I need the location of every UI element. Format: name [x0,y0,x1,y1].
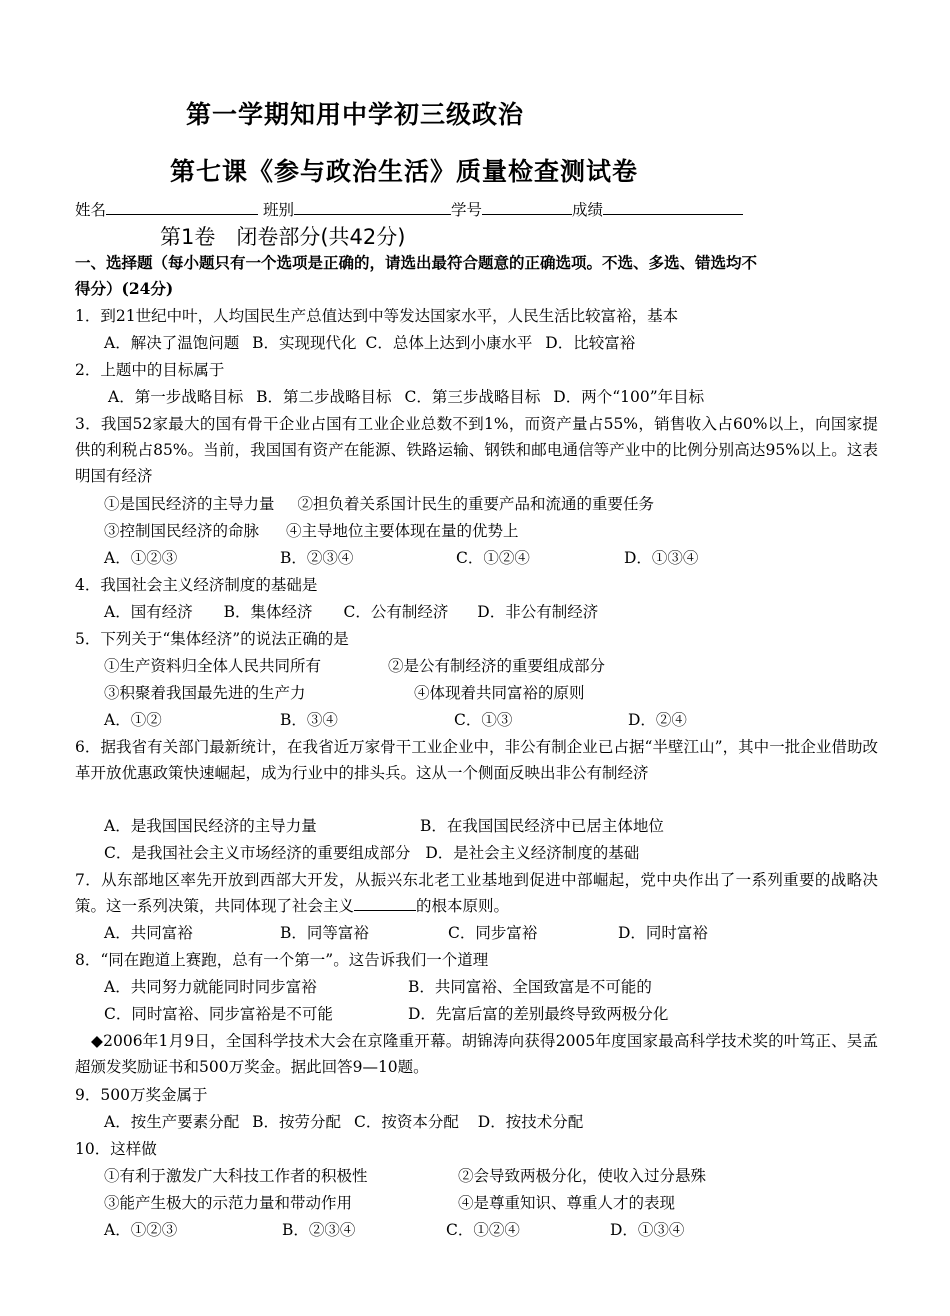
q10-stem: 10．这样做 [75,1140,157,1158]
q10-option-b: B．②③④ [282,1221,356,1239]
q8-option-a: A．共同努力就能同时同步富裕 [104,978,317,996]
q9-10-material: ◆2006年1月9日，全国科学技术大会在京隆重开幕。胡锦涛向获得2005年度国家最高科学技术奖的叶笃正、吴孟超颁发奖励证书和500万奖金。据此回答9—10题。 [75,1032,878,1076]
q6-option-d: D．是社会主义经济制度的基础 [425,844,640,862]
q5-item-2: ②是公有制经济的重要组成部分 [388,657,606,675]
q5-item-1: ①生产资料归全体人民共同所有 [104,657,322,675]
q9-option-b: B．按劳分配 [252,1113,342,1131]
q3-item-3: ③控制国民经济的命脉 [104,522,260,540]
q8-options-line2 [104,1001,880,1027]
q9-option-d: D．按技术分配 [477,1113,584,1131]
q7-answer-blank [354,894,416,911]
q3-stem: 3．我国52家最大的国有骨干企业占国有工业企业总数不到1%，而资产量占55%，销售收入占60%以上，向国家提供的利税占85%。当前，我国国有资产在能源、铁路运输、钢铁和邮电通信等产业中的比例分别高达95%以上。这表明国有经济 [75,415,878,485]
score-label: 成绩 [571,201,603,219]
q3-item-2: ②担负着关系国计民生的重要产品和流通的重要任务 [297,495,654,513]
q3-items-line1 [104,491,880,517]
q10-options [104,1217,880,1243]
q9-stem: 9．500万奖金属于 [75,1086,208,1104]
q6-option-b: B．在我国国民经济中已居主体地位 [420,817,664,835]
q10-item-3: ③能产生极大的示范力量和带动作用 [104,1194,353,1212]
q5-item-4: ④体现着共同富裕的原则 [414,684,585,702]
class-blank [294,198,451,215]
q3-option-b: B．②③④ [280,549,354,567]
q8-option-d: D．先富后富的差别最终导致两极分化 [408,1005,669,1023]
number-blank [482,198,572,215]
q2-option-d: D．两个“100”年目标 [553,388,705,406]
q5-options [104,707,880,733]
q6-option-a: A．是我国国民经济的主导力量 [104,817,317,835]
q7-option-b: B．同等富裕 [280,924,369,942]
q3-item-4: ④主导地位主要体现在量的优势上 [285,522,519,540]
q3-options [104,545,880,571]
q5-items-line1 [104,653,880,679]
q10-option-d: D．①③④ [610,1221,685,1239]
q10-option-c: C．①②④ [446,1221,520,1239]
q10-item-4: ④是尊重知识、尊重人才的表现 [458,1194,676,1212]
q7-stem-part1: 7．从东部地区率先开放到西部大开发，从振兴东北老工业基地到促进中部崛起，党中央作出了一系列重要的战略决策。这一系列决策，共同体现了社会主义 [75,871,878,915]
q10-item-2: ②会导致两极分化，使收入过分悬殊 [458,1167,707,1185]
q4-option-d: D．非公有制经济 [477,603,599,621]
q9-option-c: C．按资本分配 [353,1113,459,1131]
q2-options [108,384,880,410]
name-blank [106,198,258,215]
q1-option-b: B．实现现代化 [252,334,357,352]
q4-stem: 4．我国社会主义经济制度的基础是 [75,576,318,594]
q3-option-a: A．①②③ [104,549,178,567]
exam-title-line1: 第一学期知用中学初三级政治 [186,100,525,129]
q5-option-d: D．②④ [628,711,687,729]
q7-option-c: C．同步富裕 [448,924,538,942]
q10-item-1: ①有利于激发广大科技工作者的积极性 [104,1167,368,1185]
number-label: 学号 [450,201,482,219]
q2-option-b: B．第二步战略目标 [256,388,392,406]
section-instruction-line1: 一、选择题（每小题只有一个选项是正确的，请选出最符合题意的正确选项。不选、多选、错选均不 [75,253,758,272]
q1-stem: 1．到21世纪中叶，人均国民生产总值达到中等发达国家水平，人民生活比较富裕，基本 [75,307,679,325]
q2-option-c: C．第三步战略目标 [404,388,541,406]
q9-option-a: A．按生产要素分配 [104,1113,240,1131]
name-label: 姓名 [75,201,107,219]
q9-options [104,1109,880,1135]
q5-items-line2 [104,680,880,706]
q6-options-line2 [104,840,880,866]
q1-options [104,330,880,356]
q8-option-b: B．共同富裕、全国致富是不可能的 [408,978,652,996]
section-instruction-line2: 得分）(24分) [75,279,174,298]
student-info-line [75,197,880,223]
q7-stem [75,867,878,919]
q8-option-c: C．同时富裕、同步富裕是不可能 [104,1005,333,1023]
exam-title-line2: 第七课《参与政治生活》质量检查测试卷 [170,157,639,186]
q6-stem: 6．据我省有关部门最新统计，在我省近万家骨干工业企业中，非公有制企业已占据“半壁江山”，其中一批企业借助改革开放优惠政策快速崛起，成为行业中的排头兵。这从一个侧面反映出非公有制经济 [75,738,878,782]
q10-option-a: A．①②③ [104,1221,178,1239]
score-blank [603,198,743,215]
q7-option-d: D．同时富裕 [618,924,708,942]
q6-option-c: C．是我国社会主义市场经济的重要组成部分 [104,844,411,862]
q4-option-b: B．集体经济 [223,603,313,621]
q8-stem: 8．“同在跑道上赛跑，总有一个第一”。这告诉我们一个道理 [75,951,489,969]
class-label: 班别 [262,201,294,219]
q4-options [104,599,880,625]
q10-items-line2 [104,1190,880,1216]
q7-options [104,920,880,946]
q4-option-a: A．国有经济 [104,603,193,621]
q8-options-line1 [104,974,880,1000]
q5-option-b: B．③④ [280,711,338,729]
q3-option-d: D．①③④ [624,549,699,567]
q3-items-line2 [104,518,880,544]
q5-item-3: ③积聚着我国最先进的生产力 [104,684,306,702]
q7-option-a: A．共同富裕 [104,924,193,942]
q3-item-1: ①是国民经济的主导力量 [104,495,275,513]
q3-option-c: C．①②④ [456,549,530,567]
q2-option-a: A．第一步战略目标 [108,388,244,406]
volume-title: 第1卷 闭卷部分(共42分) [160,225,406,249]
q2-stem: 2．上题中的目标属于 [75,361,225,379]
q4-option-c: C．公有制经济 [343,603,449,621]
q1-option-d: D．比较富裕 [545,334,636,352]
q5-stem: 5．下列关于“集体经济”的说法正确的是 [75,630,349,648]
q7-stem-part2: 的根本原则。 [416,897,510,915]
q5-option-a: A．①② [104,711,162,729]
q10-items-line1 [104,1163,880,1189]
q5-option-c: C．①③ [454,711,513,729]
q1-option-a: A．解决了温饱问题 [104,334,240,352]
q6-options-line1 [104,813,880,839]
q1-option-c: C．总体上达到小康水平 [365,334,533,352]
